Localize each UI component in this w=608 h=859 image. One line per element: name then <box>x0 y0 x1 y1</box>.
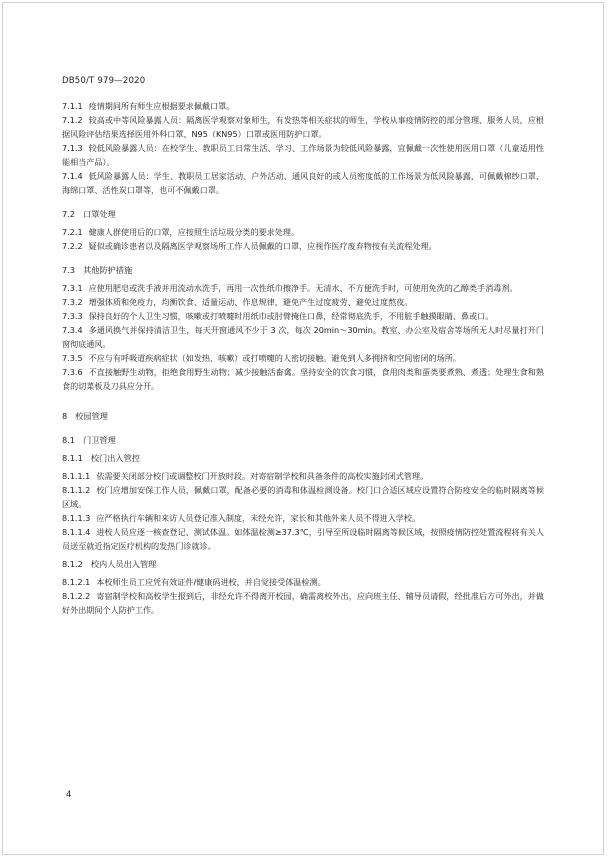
heading-title: 校园管理 <box>75 411 108 421</box>
clause-number: 8.1.1.4 <box>62 527 91 537</box>
clause-text: 不直接触野生动物，拒绝食用野生动物；减少接触活畜禽。坚持安全的饮食习惯，食用肉类和蛋类要煮熟、煮透；处理生食和熟食的切菜板及刀具应分开。 <box>62 367 544 391</box>
clause-text: 增强体质和免疫力，均衡饮食、适量运动、作息规律，避免产生过度疲劳、避免过度熬夜。 <box>88 297 413 307</box>
clause-text: 应使用肥皂或洗手液并用流动水洗手，再用一次性纸巾擦净手。无清水、不方便洗手时，可使用免洗的乙醇类手消毒剂。 <box>88 283 518 293</box>
clause-text: 进校人员应逐一核查登记、测试体温。如体温检测≥37.3℃，引导至所设临时隔离等候区域，按照疫情防控处置流程将有关人员送至就近指定医疗机构的发热门诊就诊。 <box>62 527 544 551</box>
clause-paragraph <box>62 511 544 525</box>
clause-text: 应严格执行车辆和来访人员登记准入制度，未经允许，家长和其他外来人员不得进入学校。 <box>96 513 421 523</box>
clause-text: 依需要关闭部分校门或调整校门开放时段。对寄宿制学校和具备条件的高校实施封闭式管理。 <box>96 471 429 481</box>
clause-text: 较低风险暴露人员：在校学生、教职员工日常生活、学习、工作场景为较低风险暴露，宜佩戴一次性使用医用口罩（儿童适用性能相当产品）。 <box>62 143 544 167</box>
clause-text: 健康人群使用后的口罩，应按照生活垃圾分类的要求处理。 <box>88 227 300 237</box>
clause-paragraph <box>62 469 544 483</box>
clause-number: 7.1.1 <box>62 101 83 111</box>
clause-number: 7.1.4 <box>62 171 83 181</box>
heading-title: 口罩处理 <box>83 209 116 219</box>
heading-number: 8.1 <box>62 435 76 445</box>
page-number: 4 <box>66 790 72 800</box>
clause-number: 8.1.1.1 <box>62 471 91 481</box>
heading-title: 校内人员出入管理 <box>90 559 157 569</box>
clause-paragraph <box>62 113 544 141</box>
heading-title: 门卫管理 <box>83 435 116 445</box>
clause-text: 疑似或确诊患者以及隔离医学观察场所工作人员佩戴的口罩，应视作医疗废弃物按有关流程处理。 <box>88 241 437 251</box>
heading-title: 校门出入管控 <box>90 453 140 463</box>
clause-text: 保持良好的个人卫生习惯，咳嗽或打喷嚏时用纸巾或肘臂掩住口鼻，经常彻底洗手，不用脏手触摸眼睛、鼻或口。 <box>88 311 494 321</box>
clause-number: 7.3.2 <box>62 297 83 307</box>
clause-paragraph <box>62 141 544 169</box>
clause-paragraph <box>62 281 544 295</box>
clause-number: 8.1.1.3 <box>62 513 91 523</box>
clause-paragraph <box>62 169 544 197</box>
section-heading <box>62 207 544 221</box>
clause-number: 7.1.3 <box>62 143 83 153</box>
section-heading <box>62 451 544 465</box>
clause-paragraph <box>62 99 544 113</box>
clause-text: 较高或中等风险暴露人员：隔离医学观察对象师生，有发热等相关症状的师生，学校从事疫情防控的部分管理、服务人员，应根据风险评估结果选择医用外科口罩、N95（KN95）口罩或医用防护口罩。 <box>62 115 544 139</box>
clause-text: 疫情期间所有师生应根据要求佩戴口罩。 <box>88 101 235 111</box>
clause-paragraph <box>62 295 544 309</box>
clause-number: 8.1.2.2 <box>62 591 91 601</box>
clause-paragraph <box>62 589 544 617</box>
clause-number: 7.1.2 <box>62 115 83 125</box>
clause-text: 多通风换气并保持清洁卫生，每天开窗通风不少于 3 次，每次 20min～30min。教室、办公室及宿舍等场所无人时尽量打开门窗彻底通风。 <box>62 325 544 349</box>
section-heading <box>62 557 544 571</box>
clause-number: 8.1.1.2 <box>62 485 91 495</box>
section-heading <box>62 433 544 447</box>
clause-paragraph <box>62 225 544 239</box>
section-heading <box>62 263 544 277</box>
clause-number: 7.3.4 <box>62 325 83 335</box>
clause-paragraph <box>62 239 544 253</box>
clause-paragraph <box>62 323 544 351</box>
clause-number: 7.3.5 <box>62 353 83 363</box>
heading-number: 8.1.2 <box>62 559 83 569</box>
clause-paragraph <box>62 525 544 553</box>
clause-paragraph <box>62 309 544 323</box>
clause-text: 本校师生员工应凭有效证件/健康码进校，并自觉接受体温检测。 <box>96 577 326 587</box>
section-heading <box>62 409 544 423</box>
clause-text: 不应与有呼吸道疾病症状（如发热、咳嗽）或打喷嚏的人密切接触。避免到人多拥挤和空间密闭的场所。 <box>88 353 461 363</box>
document-body <box>62 99 544 617</box>
heading-number: 7.2 <box>62 209 76 219</box>
clause-paragraph <box>62 365 544 393</box>
heading-number: 8 <box>62 411 68 421</box>
clause-paragraph <box>62 483 544 511</box>
clause-number: 7.3.1 <box>62 283 83 293</box>
clause-number: 8.1.2.1 <box>62 577 91 587</box>
heading-title: 其他防护措施 <box>83 265 133 275</box>
heading-number: 7.3 <box>62 265 76 275</box>
clause-text: 校门应增加安保工作人员，佩戴口罩，配备必要的消毒和体温检测设备。校门口合适区域应设置符合防疫安全的临时隔离等候区域。 <box>62 485 544 509</box>
clause-number: 7.2.2 <box>62 241 83 251</box>
clause-paragraph <box>62 351 544 365</box>
clause-text: 低风险暴露人员：学生、教职员工居家活动、户外活动、通风良好的或人员密度低的工作场景为低风险暴露，可佩戴棉纱口罩、海绵口罩、活性炭口罩等，也可不佩戴口罩。 <box>62 171 544 195</box>
clause-number: 7.3.3 <box>62 311 83 321</box>
heading-number: 8.1.1 <box>62 453 83 463</box>
clause-paragraph <box>62 575 544 589</box>
clause-number: 7.2.1 <box>62 227 83 237</box>
standard-code: DB50/T 979—2020 <box>62 76 146 86</box>
clause-number: 7.3.6 <box>62 367 83 377</box>
clause-text: 寄宿制学校和高校学生报到后，非经允许不得离开校园，确需离校外出，应向班主任、辅导员请假，经批准后方可外出，并做好外出期间个人防护工作。 <box>62 591 544 615</box>
